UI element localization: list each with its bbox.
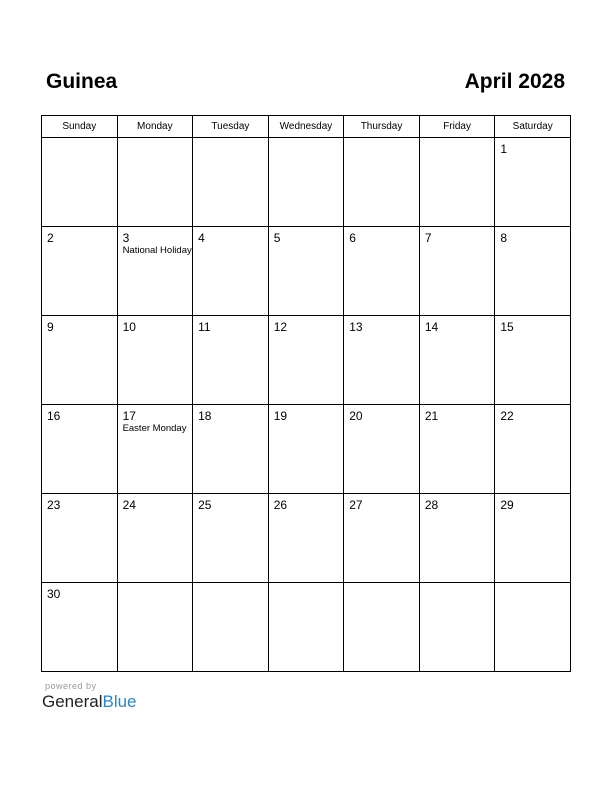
day-cell: [193, 405, 269, 494]
day-cell: [344, 316, 420, 405]
day-number: 15: [500, 320, 514, 334]
day-number: 13: [349, 320, 363, 334]
day-cell: [419, 138, 495, 227]
country-title: Guinea: [46, 70, 118, 93]
day-cell: [495, 405, 571, 494]
day-number: 2: [47, 231, 54, 245]
day-number: 8: [500, 231, 508, 245]
day-number: [344, 583, 419, 588]
day-number: 24: [122, 498, 136, 512]
day-number: 30: [47, 587, 61, 601]
day-number: 28: [424, 498, 439, 512]
day-number: 29: [500, 498, 514, 512]
day-cell: [42, 494, 118, 583]
week-row: [42, 316, 571, 405]
day-cell: [344, 583, 420, 672]
day-cell: [193, 583, 269, 672]
day-cell: [495, 583, 571, 672]
day-cell: [419, 494, 495, 583]
day-cell: [42, 405, 118, 494]
day-number: 23: [47, 498, 61, 512]
day-cell: [193, 138, 269, 227]
day-cell: [268, 227, 344, 316]
day-cell: [419, 583, 495, 672]
day-cell: [344, 405, 420, 494]
day-number: [42, 138, 117, 143]
day-cell: [419, 316, 495, 405]
day-number: [495, 583, 570, 588]
weekday-thursday: Thursday: [344, 116, 420, 138]
day-number: 21: [424, 409, 439, 423]
footer-branding: [42, 681, 137, 712]
day-number: 4: [198, 231, 205, 245]
day-number: [420, 138, 495, 143]
day-number: 6: [349, 231, 356, 245]
day-cell: [268, 494, 344, 583]
calendar-grid: [41, 115, 571, 672]
day-number: [420, 583, 495, 588]
weekday-saturday: Saturday: [495, 116, 571, 138]
day-number: [193, 583, 268, 588]
day-cell: [419, 405, 495, 494]
day-cell: [495, 316, 571, 405]
day-cell: [344, 227, 420, 316]
day-cell: [419, 227, 495, 316]
week-row: [42, 583, 571, 672]
day-cell: [495, 138, 571, 227]
day-number: 20: [349, 409, 363, 423]
day-number: [269, 138, 344, 143]
day-number: 1: [500, 142, 508, 156]
week-row: [42, 227, 571, 316]
day-number: 25: [198, 498, 212, 512]
week-row: [42, 405, 571, 494]
day-cell: [117, 583, 193, 672]
day-cell: [42, 316, 118, 405]
powered-by-label: powered by: [45, 681, 97, 691]
day-cell: [495, 494, 571, 583]
day-cell: [117, 138, 193, 227]
holiday-label: Easter Monday: [122, 423, 187, 434]
brand-name-part1: General: [42, 692, 103, 711]
day-cell: [268, 405, 344, 494]
day-cell: [117, 227, 193, 316]
day-number: [344, 138, 419, 143]
generalblue-logo-link[interactable]: [42, 692, 137, 712]
week-row: [42, 138, 571, 227]
day-number: [118, 138, 193, 143]
day-cell: [193, 316, 269, 405]
day-number: [269, 583, 344, 588]
day-number: 3: [122, 231, 130, 245]
day-cell: [117, 405, 193, 494]
day-cell: [344, 494, 420, 583]
day-number: 10: [122, 320, 136, 334]
day-cell: [42, 227, 118, 316]
day-number: 18: [198, 409, 212, 423]
month-title: April 2028: [464, 70, 565, 93]
day-cell: [344, 138, 420, 227]
day-cell: [193, 494, 269, 583]
day-number: [193, 138, 268, 143]
day-number: 14: [424, 320, 439, 334]
holiday-label: National Holiday: [122, 245, 192, 256]
day-cell: [268, 583, 344, 672]
day-cell: [117, 494, 193, 583]
day-cell: [42, 138, 118, 227]
weekday-wednesday: Wednesday: [268, 116, 344, 138]
day-cell: [495, 227, 571, 316]
day-number: 22: [500, 409, 514, 423]
day-number: 26: [273, 498, 288, 512]
day-cell: [117, 316, 193, 405]
day-number: [118, 583, 193, 588]
day-number: 5: [273, 231, 281, 245]
day-cell: [193, 227, 269, 316]
day-number: 17: [122, 409, 136, 423]
weekday-friday: Friday: [419, 116, 495, 138]
day-number: 27: [349, 498, 363, 512]
day-number: 11: [198, 320, 211, 334]
weekday-sunday: Sunday: [42, 116, 118, 138]
weekday-monday: Monday: [117, 116, 193, 138]
day-cell: [42, 583, 118, 672]
weekday-header-row: [42, 116, 571, 138]
day-cell: [268, 138, 344, 227]
day-number: 7: [424, 231, 432, 245]
brand-name-part2: Blue: [102, 692, 137, 711]
weekday-tuesday: Tuesday: [193, 116, 269, 138]
week-row: [42, 494, 571, 583]
day-number: 9: [47, 320, 54, 334]
day-cell: [268, 316, 344, 405]
day-number: 16: [47, 409, 61, 423]
day-number: 19: [273, 409, 288, 423]
day-number: 12: [273, 320, 288, 334]
